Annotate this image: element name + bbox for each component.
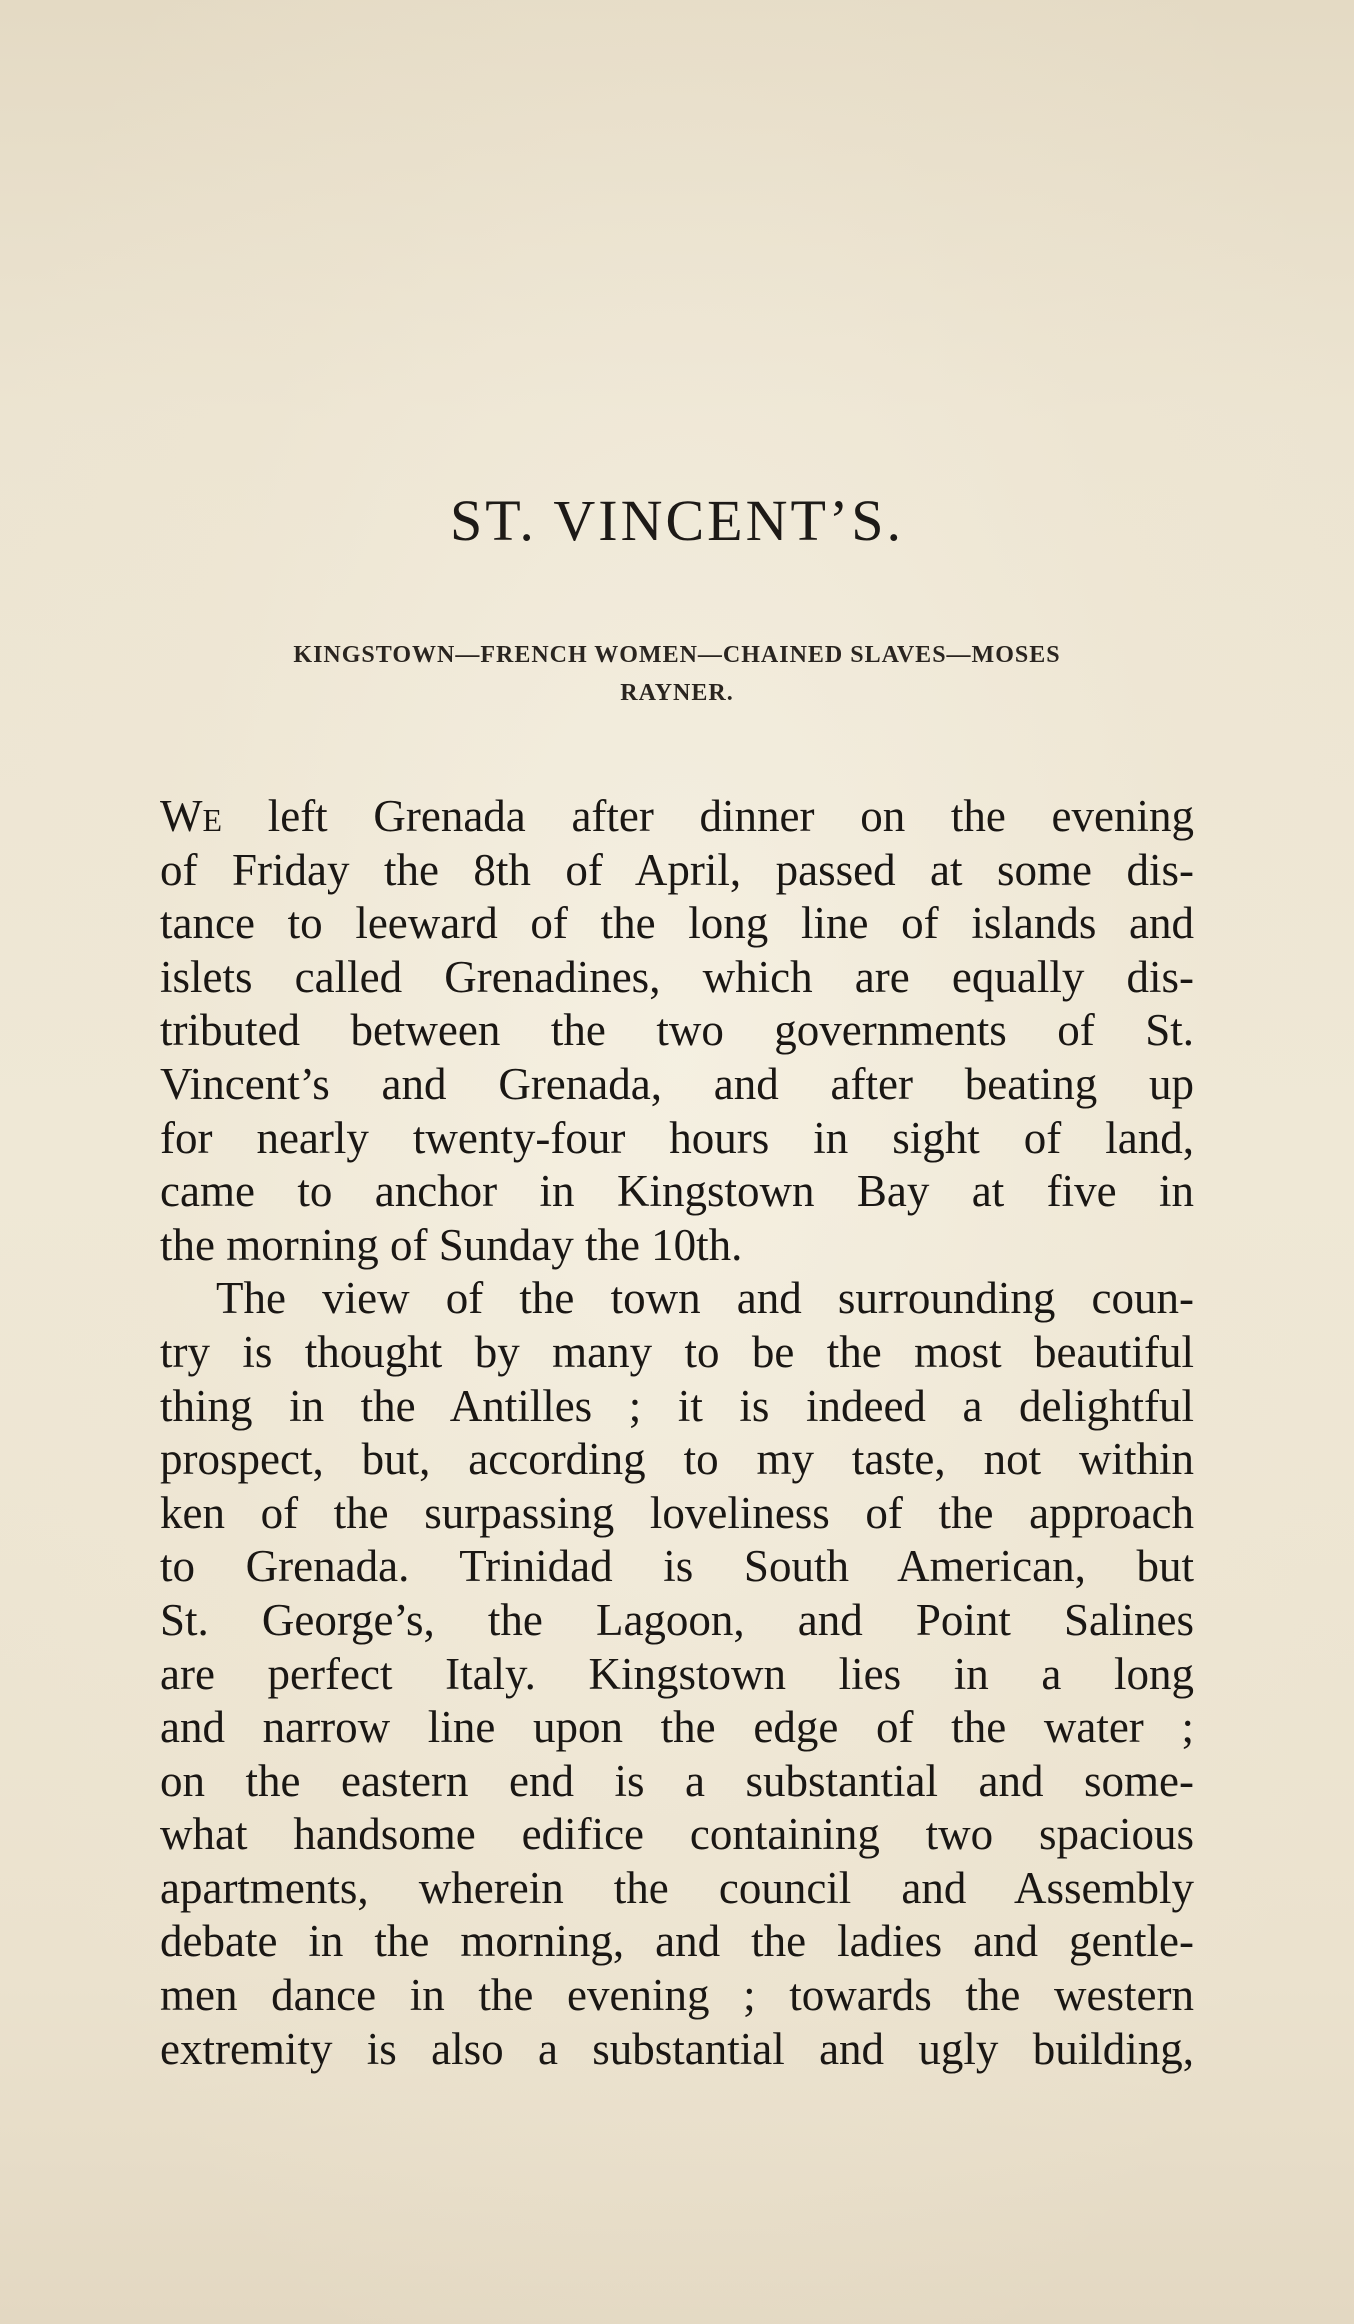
text-line: apartments, wherein the council and Assembly bbox=[160, 1862, 1194, 1913]
chapter-subheading-line: RAYNER. bbox=[620, 680, 734, 706]
text-line: ken of the surpassing loveliness of the approach bbox=[160, 1487, 1194, 1538]
paragraph bbox=[160, 1272, 1194, 2076]
text-line bbox=[160, 790, 1194, 844]
text-line: what handsome edifice containing two spacious bbox=[160, 1809, 1194, 1860]
text-line: islets called Grenadines, which are equally dis- bbox=[160, 951, 1194, 1002]
chapter-subheading bbox=[160, 636, 1194, 712]
line-text: left Grenada after dinner on the evening bbox=[222, 791, 1194, 841]
text-line: Vincent’s and Grenada, and after beating up bbox=[160, 1058, 1194, 1109]
reverse-page-bleed-through bbox=[150, 240, 1210, 519]
text-line: prospect, but, according to my taste, not within bbox=[160, 1434, 1194, 1485]
text-line: of Friday the 8th of April, passed at some dis- bbox=[160, 844, 1194, 895]
text-line: thing in the Antilles ; it is indeed a delightful bbox=[160, 1380, 1194, 1431]
text-line: for nearly twenty-four hours in sight of land, bbox=[160, 1112, 1194, 1163]
text-line: debate in the morning, and the ladies and gentle- bbox=[160, 1916, 1194, 1967]
text-line: are perfect Italy. Kingstown lies in a long bbox=[160, 1648, 1194, 1699]
text-line: tance to leeward of the long line of islands and bbox=[160, 898, 1194, 949]
small-cap: E bbox=[202, 802, 223, 838]
text-line: tributed between the two governments of St. bbox=[160, 1005, 1194, 1056]
text-line: the morning of Sunday the 10th. bbox=[160, 1219, 743, 1270]
text-line: to Grenada. Trinidad is South American, but bbox=[160, 1541, 1194, 1592]
body-text bbox=[160, 790, 1194, 2076]
text-line: try is thought by many to be the most beautiful bbox=[160, 1326, 1194, 1377]
drop-cap: W bbox=[160, 791, 203, 841]
text-line: extremity is also a substantial and ugly building, bbox=[160, 2023, 1194, 2074]
text-line: came to anchor in Kingstown Bay at five in bbox=[160, 1166, 1194, 1217]
chapter-subheading-line: KINGSTOWN—FRENCH WOMEN—CHAINED SLAVES—MOSES bbox=[293, 642, 1061, 668]
text-line: and narrow line upon the edge of the water ; bbox=[160, 1702, 1194, 1753]
chapter-title: ST. VINCENT’S. bbox=[450, 488, 904, 553]
text-line: The view of the town and surrounding coun- bbox=[216, 1273, 1194, 1324]
paragraph bbox=[160, 790, 1194, 1272]
text-line: St. George’s, the Lagoon, and Point Salines bbox=[160, 1594, 1194, 1645]
text-line: men dance in the evening ; towards the western bbox=[160, 1970, 1194, 2021]
text-line: on the eastern end is a substantial and some- bbox=[160, 1755, 1194, 1806]
